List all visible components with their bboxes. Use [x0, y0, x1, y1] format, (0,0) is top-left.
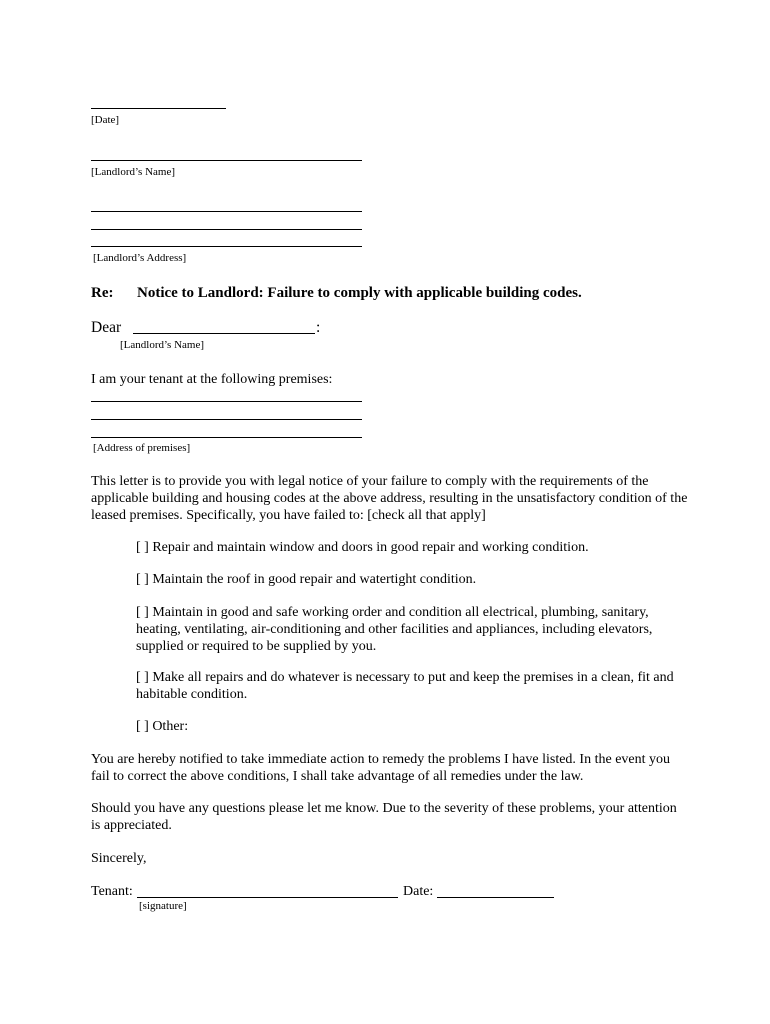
date-label: [Date]	[91, 114, 120, 126]
checklist-item-text: [ ] Maintain the roof in good repair and watertight condition.	[136, 572, 477, 587]
premises-intro: I am your tenant at the following premises:	[91, 372, 333, 387]
landlord-address-line-3[interactable]	[91, 246, 362, 247]
dear-colon: :	[316, 319, 321, 336]
signature-label: [signature]	[139, 900, 187, 912]
signature-date-line[interactable]	[437, 897, 554, 898]
dear-name-line[interactable]	[133, 333, 315, 334]
date-line[interactable]	[91, 108, 226, 109]
premises-address-label: [Address of premises]	[93, 442, 191, 454]
premises-line-1[interactable]	[91, 401, 362, 402]
landlord-address-line-2[interactable]	[91, 229, 362, 230]
checklist-item-roof[interactable]	[136, 571, 696, 588]
remedy-paragraph-line: You are hereby notified to take immediate action to remedy the problems I have listed. In the event you	[91, 752, 671, 767]
landlord-name-label: [Landlord’s Name]	[91, 166, 175, 178]
checklist-item-windows-doors[interactable]	[136, 539, 696, 556]
checklist-item-text: [ ] Make all repairs and do whatever is necessary to put and keep the premises in a clean, fit and	[136, 670, 674, 685]
dear-label: Dear	[91, 319, 122, 336]
tenant-label: Tenant:	[91, 884, 133, 899]
premises-line-2[interactable]	[91, 419, 362, 420]
premises-line-3[interactable]	[91, 437, 362, 438]
checklist-item-text: heating, ventilating, air-conditioning and other facilities and appliances, including elevators,	[136, 622, 653, 637]
re-label: Re:	[91, 285, 114, 301]
notice-paragraph-line: applicable building and housing codes at the above address, resulting in the unsatisfactory condition of the	[91, 491, 688, 506]
sincerely-text: Sincerely,	[91, 851, 147, 866]
tenant-signature-line[interactable]	[137, 897, 398, 898]
remedy-paragraph-line: fail to correct the above conditions, I shall take advantage of all remedies under the law.	[91, 769, 584, 784]
landlord-name-line[interactable]	[91, 160, 362, 161]
dear-name-label: [Landlord’s Name]	[120, 339, 204, 351]
checklist-item-facilities[interactable]	[136, 604, 696, 655]
notice-paragraph-line: This letter is to provide you with legal notice of your failure to comply with the requirements of the	[91, 474, 649, 489]
remedy-paragraph	[91, 751, 691, 785]
checklist-item-text: [ ] Repair and maintain window and doors in good repair and working condition.	[136, 540, 589, 555]
questions-paragraph-line: Should you have any questions please let me know. Due to the severity of these problems, your attention	[91, 801, 677, 816]
questions-paragraph-line: is appreciated.	[91, 818, 172, 833]
notice-paragraph-line: leased premises. Specifically, you have failed to: [check all that apply]	[91, 508, 486, 523]
checklist-item-text: habitable condition.	[136, 687, 248, 702]
signature-date-label: Date:	[403, 884, 434, 899]
letter-title: Notice to Landlord: Failure to comply with applicable building codes.	[137, 285, 582, 301]
checklist-item-text: [ ] Other:	[136, 719, 189, 734]
landlord-address-line-1[interactable]	[91, 211, 362, 212]
checklist-item-other[interactable]	[136, 718, 696, 735]
questions-paragraph	[91, 800, 691, 834]
checklist-item-text: supplied or required to be supplied by you.	[136, 639, 377, 654]
checklist-item-repairs[interactable]	[136, 669, 696, 703]
landlord-address-label: [Landlord’s Address]	[93, 252, 187, 264]
notice-paragraph	[91, 473, 691, 524]
checklist-item-text: [ ] Maintain in good and safe working order and condition all electrical, plumbing, sanitary,	[136, 605, 649, 620]
